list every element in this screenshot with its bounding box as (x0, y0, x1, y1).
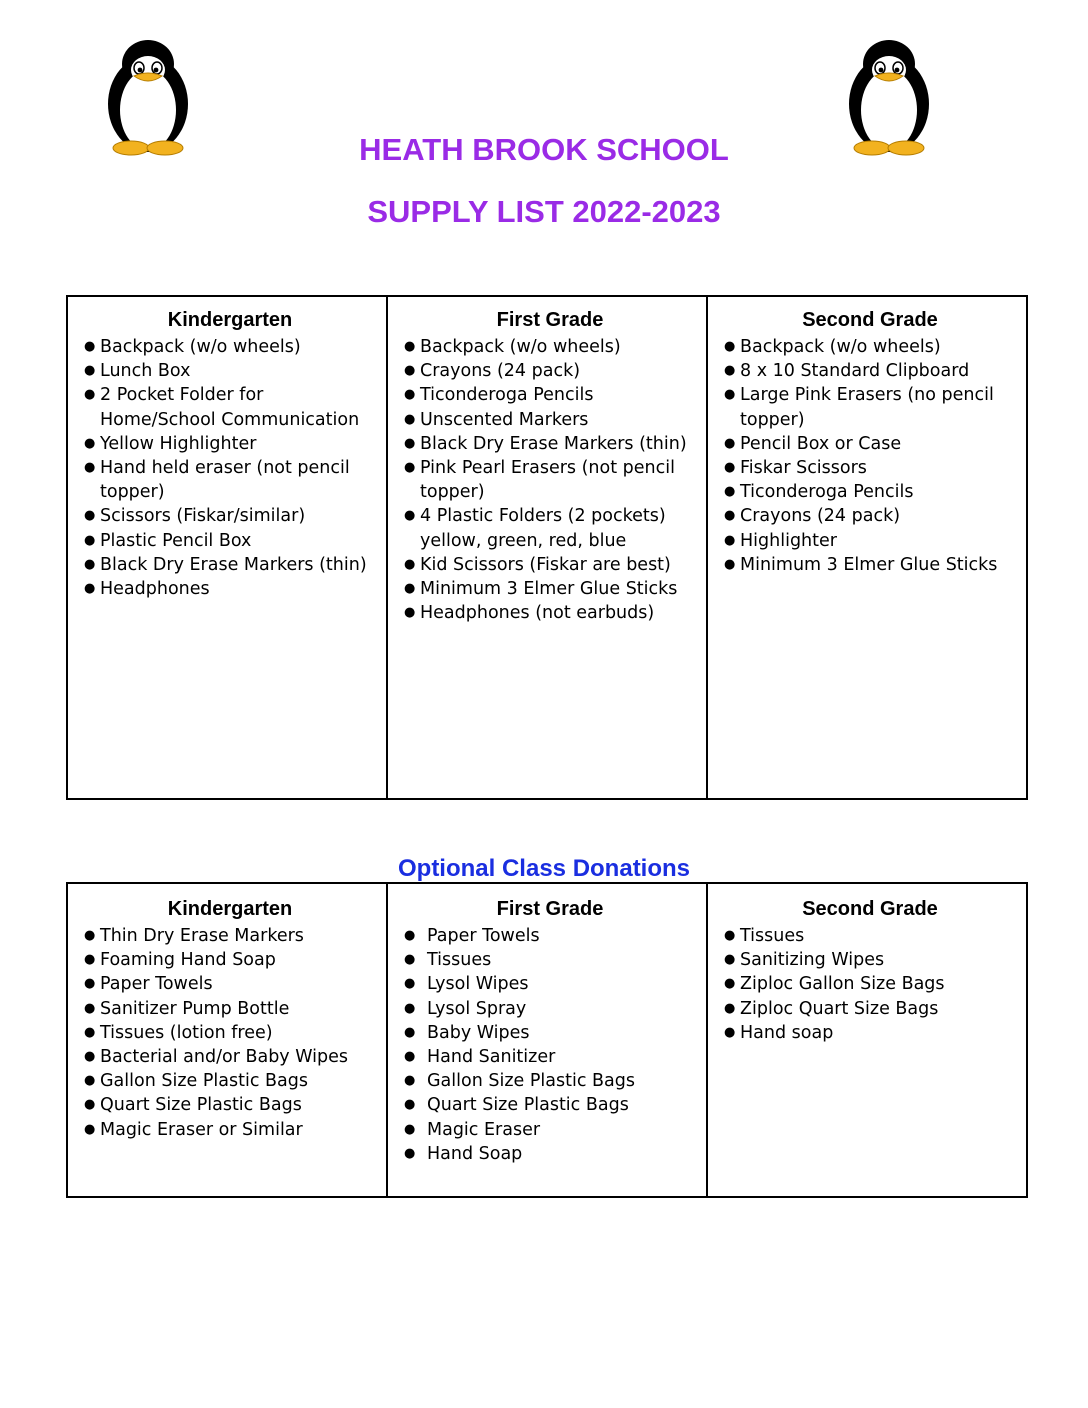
list-item: ● Ziploc Gallon Size Bags (724, 972, 1016, 996)
list-item: ● Gallon Size Plastic Bags (404, 1069, 696, 1093)
list-item: ● Backpack (w/o wheels) (84, 335, 376, 359)
list-item: ● Tissues (404, 948, 696, 972)
supply-column-first-grade (387, 296, 707, 799)
list-item: ● Bacterial and/or Baby Wipes (84, 1045, 376, 1069)
column-heading: Kindergarten (167, 898, 293, 920)
list-item: ● Hand Sanitizer (404, 1045, 696, 1069)
list-item: ● Gallon Size Plastic Bags (84, 1069, 376, 1093)
list-item: ● Quart Size Plastic Bags (404, 1093, 696, 1117)
supply-list-table (66, 295, 1028, 800)
list-item: ● Magic Eraser or Similar (84, 1118, 376, 1142)
list-item: ● Scissors (Fiskar/similar) (84, 504, 376, 528)
list-item: ● Foaming Hand Soap (84, 948, 376, 972)
list-item: ● 4 Plastic Folders (2 pockets) yellow, green, red, blue (404, 504, 696, 552)
list-item: ● Ticonderoga Pencils (404, 383, 696, 407)
column-heading: Second Grade (802, 898, 938, 920)
list-item: ● Fiskar Scissors (724, 456, 1016, 480)
list-item: ● Pink Pearl Erasers (not pencil topper) (404, 456, 696, 504)
list-item: ● Thin Dry Erase Markers (84, 924, 376, 948)
list-item: ● Lysol Spray (404, 997, 696, 1021)
list-item: ● Backpack (w/o wheels) (404, 335, 696, 359)
list-item: ● Baby Wipes (404, 1021, 696, 1045)
list-item: ● Crayons (24 pack) (404, 359, 696, 383)
list-item: ● Crayons (24 pack) (724, 504, 1016, 528)
school-title: HEATH BROOK SCHOOL (359, 132, 729, 167)
list-item: ● Headphones (84, 577, 376, 601)
list-item: ● Minimum 3 Elmer Glue Sticks (724, 553, 1016, 577)
list-item: ● 8 x 10 Standard Clipboard (724, 359, 1016, 383)
list-item: ● Quart Size Plastic Bags (84, 1093, 376, 1117)
list-item: ● Lunch Box (84, 359, 376, 383)
list-item: ● Hand soap (724, 1021, 1016, 1045)
column-heading: Kindergarten (167, 309, 293, 331)
list-item: ● Paper Towels (84, 972, 376, 996)
list-item: ● Large Pink Erasers (no pencil topper) (724, 383, 1016, 431)
column-heading: Second Grade (802, 309, 938, 331)
list-item: ● Unscented Markers (404, 408, 696, 432)
donations-table (66, 882, 1028, 1198)
donation-items (724, 924, 1016, 1045)
donations-column-kindergarten (67, 883, 387, 1197)
list-item: ● Ziploc Quart Size Bags (724, 997, 1016, 1021)
donations-column-first-grade (387, 883, 707, 1197)
list-item: ● Plastic Pencil Box (84, 529, 376, 553)
list-item: ● Highlighter (724, 529, 1016, 553)
list-item: ● 2 Pocket Folder for Home/School Communication (84, 383, 376, 431)
list-item: ● Magic Eraser (404, 1118, 696, 1142)
supply-items (724, 335, 1016, 577)
list-item: ● Pencil Box or Case (724, 432, 1016, 456)
list-item: ● Sanitizer Pump Bottle (84, 997, 376, 1021)
list-item: ● Sanitizing Wipes (724, 948, 1016, 972)
donation-items (84, 924, 376, 1142)
donation-items (404, 924, 696, 1166)
supply-items (404, 335, 696, 625)
list-item: ● Headphones (not earbuds) (404, 601, 696, 625)
list-item: ● Lysol Wipes (404, 972, 696, 996)
list-item: ● Backpack (w/o wheels) (724, 335, 1016, 359)
column-heading: First Grade (496, 309, 604, 331)
list-item: ● Minimum 3 Elmer Glue Sticks (404, 577, 696, 601)
donations-title: Optional Class Donations (397, 855, 691, 882)
column-heading: First Grade (496, 898, 604, 920)
list-item: ● Kid Scissors (Fiskar are best) (404, 553, 696, 577)
list-item: ● Tissues (lotion free) (84, 1021, 376, 1045)
list-item: ● Hand held eraser (not pencil topper) (84, 456, 376, 504)
list-item: ● Black Dry Erase Markers (thin) (404, 432, 696, 456)
supply-list-title: SUPPLY LIST 2022-2023 (367, 194, 721, 229)
supply-column-kindergarten (67, 296, 387, 799)
donations-column-second-grade (707, 883, 1027, 1197)
list-item: ● Paper Towels (404, 924, 696, 948)
list-item: ● Tissues (724, 924, 1016, 948)
supply-column-second-grade (707, 296, 1027, 799)
list-item: ● Black Dry Erase Markers (thin) (84, 553, 376, 577)
supply-items (84, 335, 376, 601)
list-item: ● Hand Soap (404, 1142, 696, 1166)
list-item: ● Yellow Highlighter (84, 432, 376, 456)
list-item: ● Ticonderoga Pencils (724, 480, 1016, 504)
